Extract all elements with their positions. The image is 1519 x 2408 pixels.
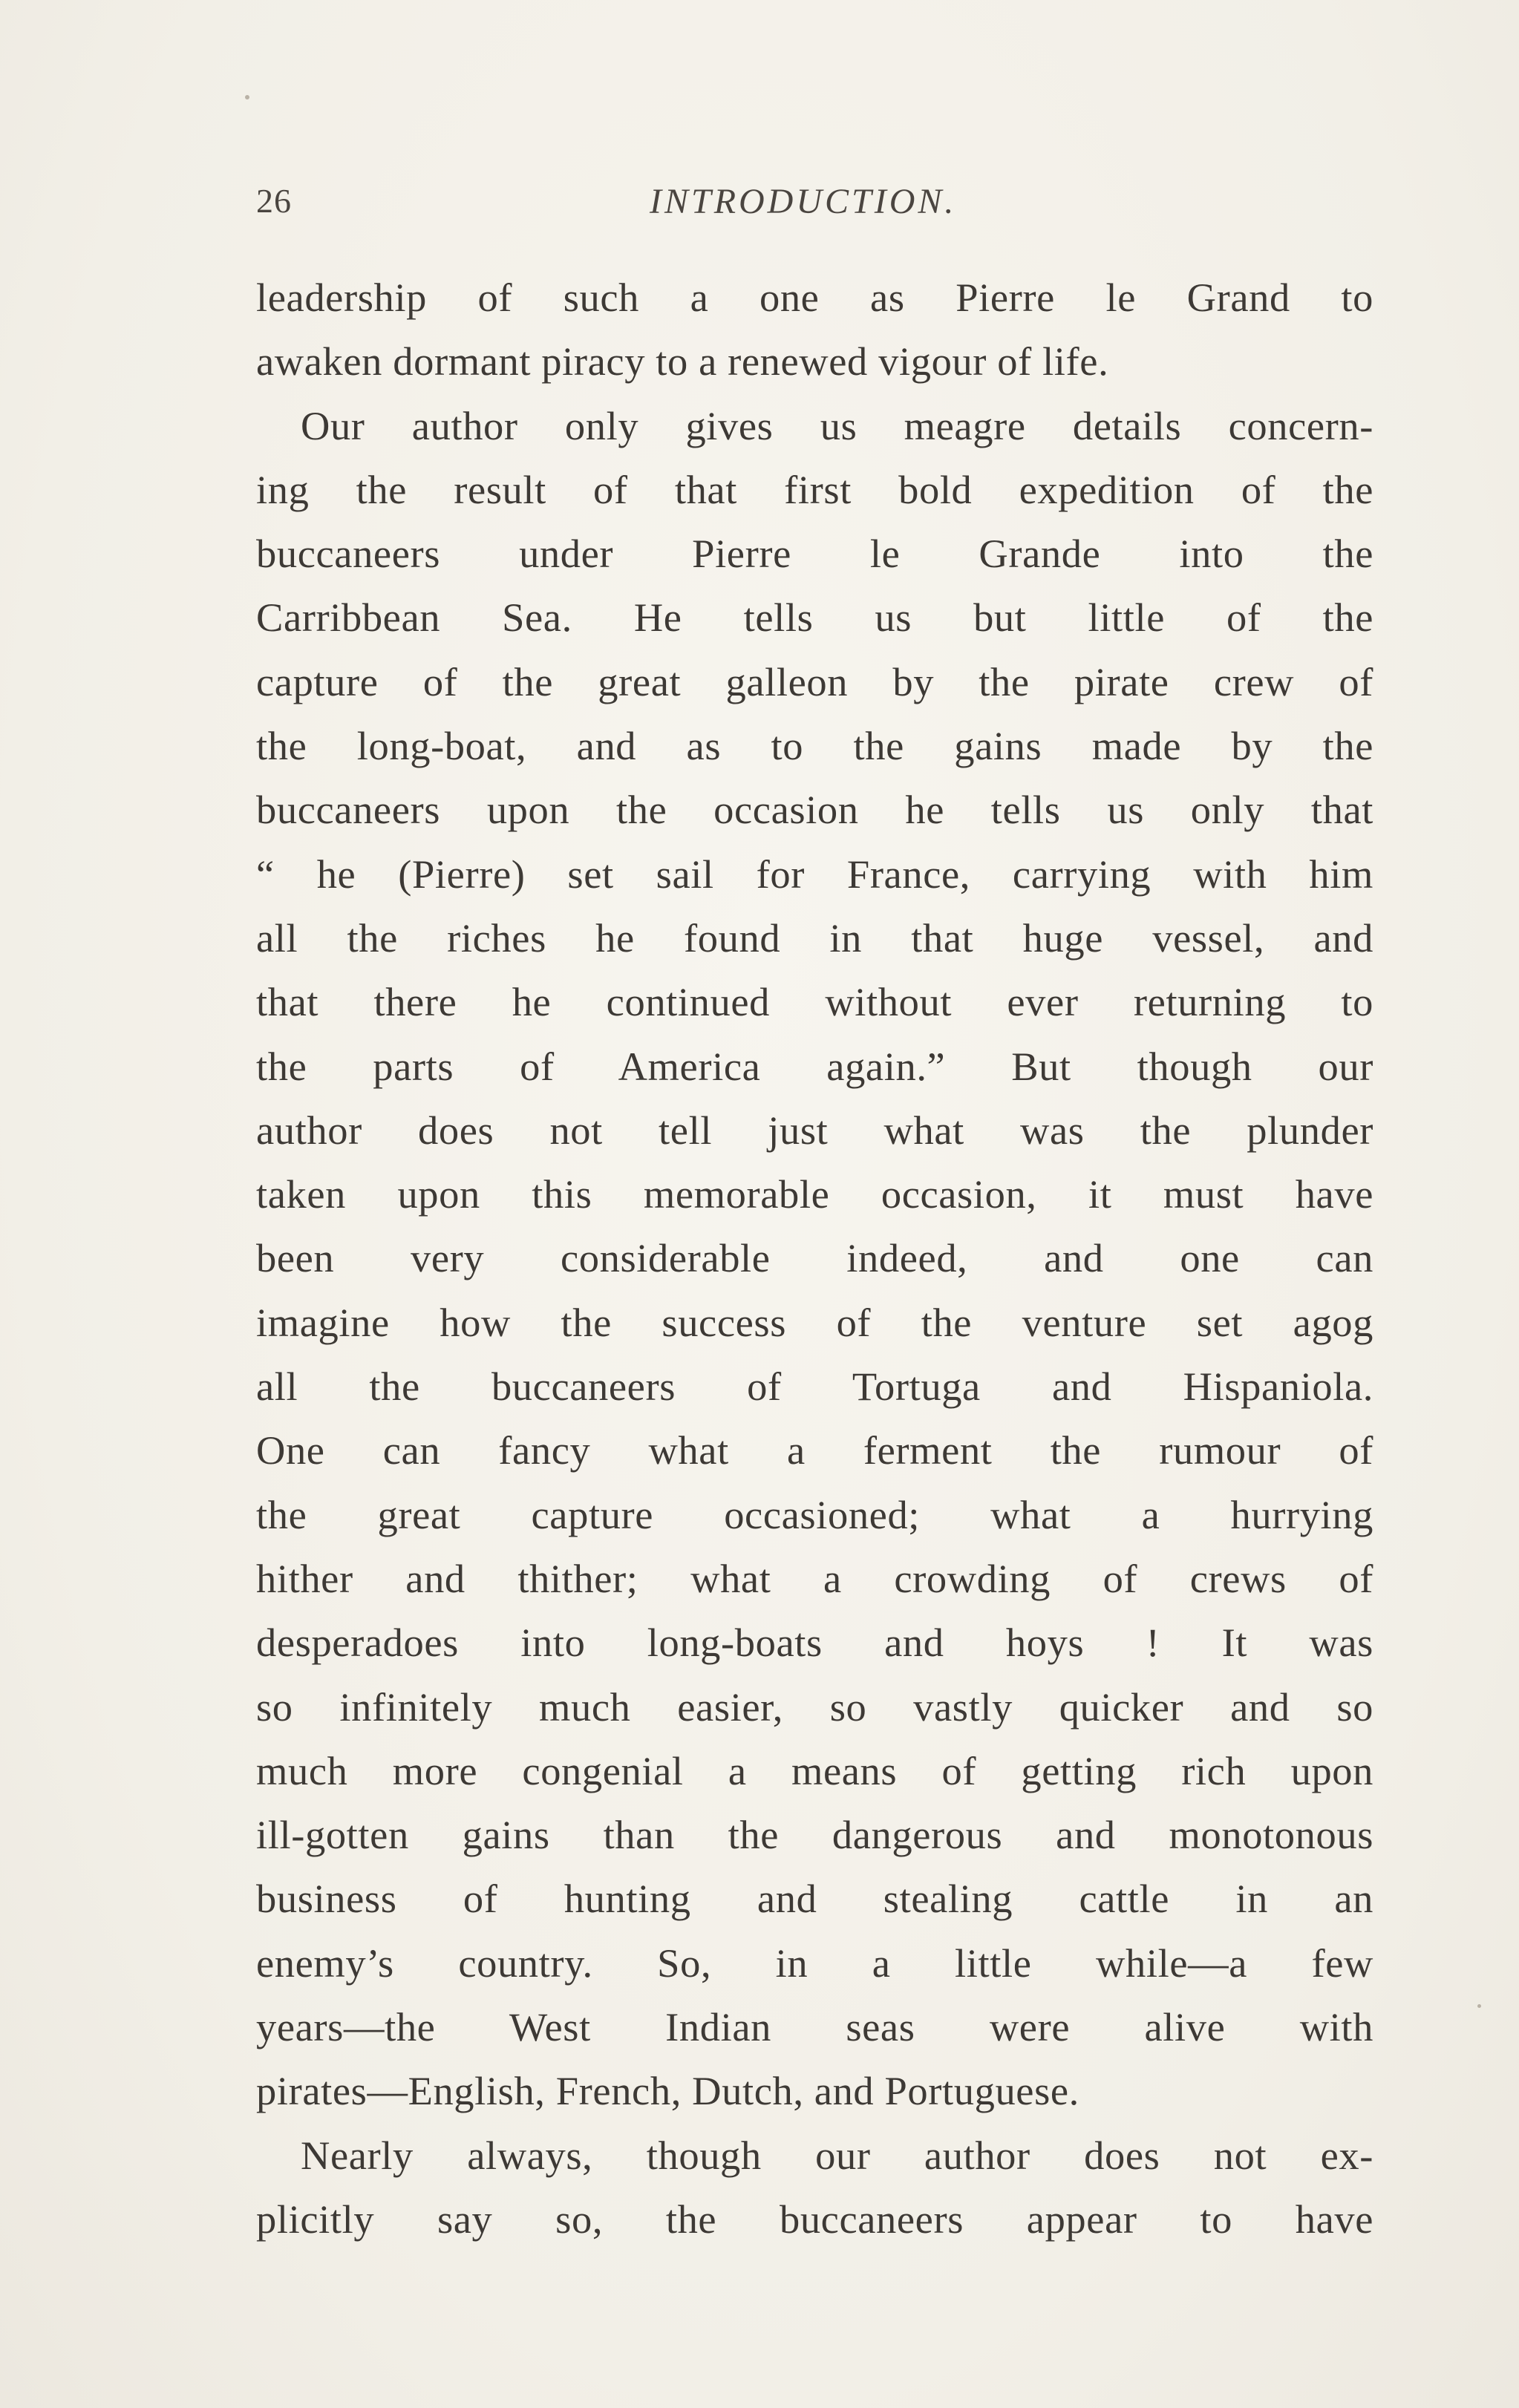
text-line: taken upon this memorable occasion, it must have bbox=[256, 1171, 1373, 1217]
text-line: so infinitely much easier, so vastly quicker and so bbox=[256, 1684, 1373, 1730]
text-line: plicitly say so, the buccaneers appear to have bbox=[256, 2196, 1373, 2242]
text-line: all the riches he found in that huge vessel, and bbox=[256, 915, 1373, 961]
text-line: leadership of such a one as Pierre le Grand to bbox=[256, 275, 1373, 320]
text-line: that there he continued without ever returning to bbox=[256, 979, 1373, 1025]
body-text bbox=[256, 266, 1373, 2251]
text-line: buccaneers under Pierre le Grande into the bbox=[256, 531, 1373, 577]
text-line: years—the West Indian seas were alive with bbox=[256, 2004, 1373, 2050]
text-line: desperadoes into long-boats and hoys ! It was bbox=[256, 1620, 1373, 1666]
running-head-title: INTRODUCTION. bbox=[650, 182, 957, 221]
text-line: ill-gotten gains than the dangerous and monotonous bbox=[256, 1812, 1373, 1858]
text-line: the parts of America again.” But though our bbox=[256, 1043, 1373, 1089]
page-number: 26 bbox=[256, 182, 292, 220]
text-line: author does not tell just what was the plunder bbox=[256, 1107, 1373, 1153]
text-line: been very considerable indeed, and one can bbox=[256, 1235, 1373, 1281]
text-line: “ he (Pierre) set sail for France, carrying with him bbox=[256, 851, 1373, 897]
text-line: hither and thither; what a crowding of crews of bbox=[256, 1555, 1373, 1601]
text-line: imagine how the success of the venture set agog bbox=[256, 1299, 1373, 1345]
text-line: awaken dormant piracy to a renewed vigour of life. bbox=[256, 338, 1109, 385]
text-line: buccaneers upon the occasion he tells us only that bbox=[256, 787, 1373, 833]
text-line: enemy’s country. So, in a little while—a few bbox=[256, 1940, 1373, 1986]
text-line: the great capture occasioned; what a hurrying bbox=[256, 1491, 1373, 1537]
text-line: ing the result of that first bold expedition of the bbox=[256, 466, 1373, 512]
text-line: Nearly always, though our author does not ex- bbox=[301, 2132, 1373, 2178]
running-head bbox=[256, 181, 1377, 233]
text-line: the long-boat, and as to the gains made by the bbox=[256, 723, 1373, 769]
text-line: Our author only gives us meagre details concern- bbox=[301, 402, 1373, 448]
text-line: business of hunting and stealing cattle in an bbox=[256, 1876, 1373, 1922]
paper-speck bbox=[1477, 2004, 1481, 2008]
text-line: capture of the great galleon by the pirate crew of bbox=[256, 658, 1373, 704]
text-line: pirates—English, French, Dutch, and Portuguese. bbox=[256, 2068, 1079, 2114]
text-line: Carribbean Sea. He tells us but little of the bbox=[256, 595, 1373, 641]
text-line: all the buccaneers of Tortuga and Hispaniola. bbox=[256, 1364, 1373, 1410]
text-line: much more congenial a means of getting rich upon bbox=[256, 1747, 1373, 1793]
text-line: One can fancy what a ferment the rumour of bbox=[256, 1427, 1373, 1473]
paper-speck bbox=[245, 95, 249, 99]
